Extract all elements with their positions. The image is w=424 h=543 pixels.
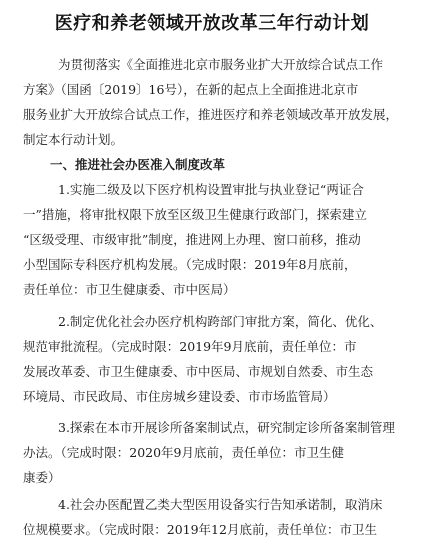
text-line: 方案》（国函〔2019〕16号），在新的起点上全面推进北京市 <box>23 82 359 97</box>
text-line: 为贯彻落实《全面推进北京市服务业扩大开放综合试点工作 <box>58 57 384 72</box>
text-line: 规范审批流程。（完成时限：2019年9月底前，责任单位：市 <box>23 339 357 354</box>
text-line: “区级受理、市级审批”制度，推进网上办理、窗口前移，推动 <box>23 232 361 247</box>
text-line: 康委） <box>23 470 61 485</box>
text-line: 2.制定优化社会办医疗机构跨部门审批方案，简化、优化、 <box>58 314 383 329</box>
text-line: 1.实施二级及以下医疗机构设置审批与执业登记“两证合 <box>58 182 364 197</box>
text-line: 办法。（完成时限：2020年9月底前，责任单位：市卫生健 <box>23 445 345 460</box>
section-heading: 一、推进社会办医准入制度改革 <box>50 157 226 172</box>
text-line: 小型国际专科医疗机构发展。（完成时限：2019年8月底前， <box>23 257 357 272</box>
text-line: 发展改革委、市卫生健康委、市中医局、市规划自然委、市生态 <box>23 364 374 379</box>
document-title: 医疗和养老领域开放改革三年行动计划 <box>54 13 370 34</box>
text-line: 一”措施，将审批权限下放至区级卫生健康行政部门，探索建立 <box>23 207 367 222</box>
text-line: 位规模要求。（完成时限：2019年12月底前，责任单位：市卫生 <box>23 522 377 537</box>
text-line: 制定本行动计划。 <box>23 132 124 147</box>
text-line: 4.社会办医配置乙类大型医用设备实行告知承诺制，取消床 <box>58 497 383 512</box>
text-line: 3.探索在本市开展诊所备案制试点，研究制定诊所备案制管理 <box>58 420 395 435</box>
text-line: 责任单位：市卫生健康委、市中医局） <box>23 282 236 297</box>
text-line: 服务业扩大开放综合试点工作，推进医疗和养老领域改革开放发展， <box>23 107 399 122</box>
text-line: 环境局、市民政局、市住房城乡建设委、市市场监管局） <box>23 389 336 404</box>
